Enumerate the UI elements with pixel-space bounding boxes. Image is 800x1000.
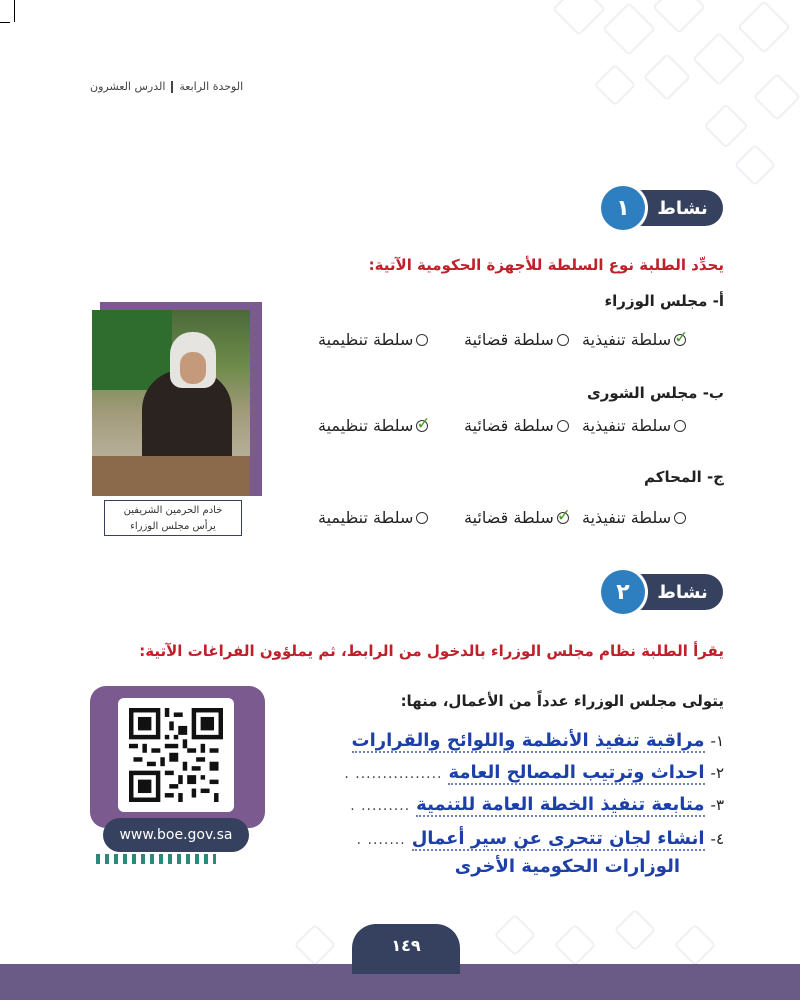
question-a-label: أ- مجلس الوزراء [604,292,724,310]
radio-button[interactable] [416,413,431,434]
answer-continuation[interactable]: الوزارات الحكومية الأخرى [454,856,680,877]
item-number: ٤- [710,830,724,848]
option-label: سلطة تنفيذية [582,508,672,527]
portrait-caption-line1: خادم الحرمين الشريفين [123,505,223,516]
activity-2-badge [600,570,723,614]
radio-button[interactable] [674,420,686,432]
option-label: سلطة قضائية [464,416,554,435]
checkmark-icon: ✓ [416,413,431,434]
activity-1-badge [600,186,723,230]
option-q3-regulatory[interactable] [318,508,428,527]
option-label: سلطة تنظيمية [318,416,414,435]
answer-text[interactable]: احداث وترتيب المصالح العامة [448,762,705,783]
list-item-3 [350,794,724,817]
activity-2-lead: يتولى مجلس الوزراء عدداً من الأعمال، منها: [400,692,724,710]
option-q2-regulatory[interactable] [318,413,431,435]
question-c-label: ج- المحاكم [643,468,724,486]
qr-code[interactable] [118,698,234,812]
checkmark-icon: ✓ [556,505,571,526]
page-number: ١٤٩ [352,924,460,974]
option-q3-executive[interactable] [582,508,686,527]
item-number: ٣- [710,796,724,814]
blank-dots: ......... . [350,798,411,814]
running-header [90,80,243,93]
radio-button[interactable] [674,512,686,524]
header-lesson: الدرس العشرون [90,80,166,93]
crop-mark [14,0,15,22]
crop-mark [0,22,10,23]
blank-dots: ................ . [344,766,443,782]
radio-button[interactable] [416,334,428,346]
activity-1-badge-label: نشاط [618,190,723,226]
radio-button[interactable] [557,334,569,346]
item-number: ٢- [710,764,724,782]
decorative-dots [96,854,216,864]
header-separator [171,81,173,93]
answer-text[interactable]: انشاء لجان تتحرى عن سير أعمال [411,828,705,849]
option-label: سلطة تنظيمية [318,330,414,349]
radio-button[interactable] [674,327,689,348]
qr-code-icon [129,708,223,802]
option-label: سلطة قضائية [464,508,554,527]
activity-2-badge-number: ٢ [601,570,645,614]
option-q1-regulatory[interactable] [318,330,428,349]
option-q1-judicial[interactable] [464,330,569,349]
answer-text[interactable]: مراقبة تنفيذ الأنظمة واللوائح والقرارات [351,730,705,751]
list-item-4 [357,828,724,851]
radio-button[interactable] [557,420,569,432]
answer-text[interactable]: متابعة تنفيذ الخطة العامة للتنمية [416,794,705,815]
portrait-photo [92,310,250,496]
activity-2-badge-label: نشاط [618,574,723,610]
website-link[interactable]: www.boe.gov.sa [103,818,249,852]
option-label: سلطة تنفيذية [582,330,672,349]
option-q2-executive[interactable] [582,416,686,435]
option-label: سلطة تنفيذية [582,416,672,435]
activity-2-instruction: يقرأ الطلبة نظام مجلس الوزراء بالدخول من الرابط، ثم يملؤون الفراغات الآتية: [139,642,724,660]
checkmark-icon: ✓ [674,327,689,348]
portrait-caption [104,500,242,536]
radio-button[interactable] [416,512,428,524]
list-item-1 [346,730,724,753]
option-label: سلطة تنظيمية [318,508,414,527]
portrait-caption-line2: يرأس مجلس الوزراء [130,521,216,532]
option-q2-judicial[interactable] [464,416,569,435]
question-b-label: ب- مجلس الشورى [587,384,724,402]
header-unit: الوحدة الرابعة [179,80,244,93]
activity-1-instruction: يحدِّد الطلبة نوع السلطة للأجهزة الحكومية الآتية: [368,256,724,274]
radio-button[interactable] [556,505,571,526]
list-item-2 [344,762,724,785]
option-q3-judicial[interactable] [464,505,571,527]
option-q1-executive[interactable] [582,327,689,349]
blank-dots: ....... . [356,832,406,848]
option-label: سلطة قضائية [464,330,554,349]
activity-1-badge-number: ١ [601,186,645,230]
item-number: ١- [710,732,724,750]
